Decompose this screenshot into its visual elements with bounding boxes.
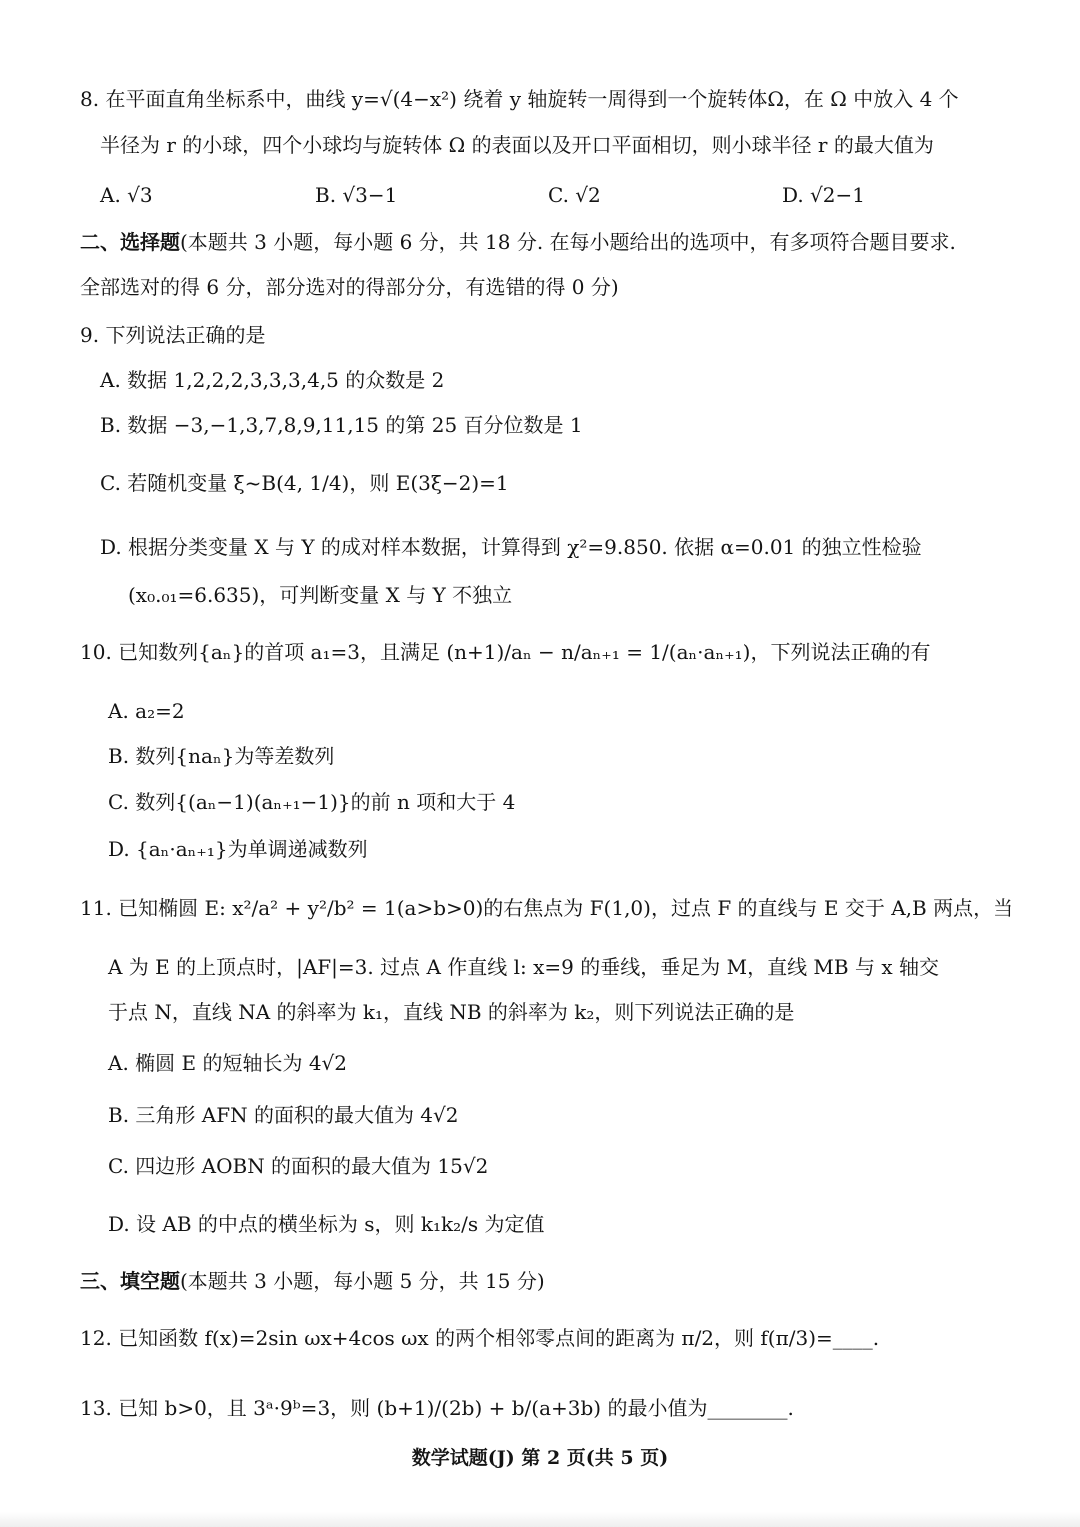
q10-option-d: D. {aₙ·aₙ₊₁}为单调递减数列 [108,837,368,861]
q8-stem-line2: 半径为 r 的小球，四个小球均与旋转体 Ω 的表面以及开口平面相切，则小球半径 r 的最大值为 [100,133,934,157]
q8-option-a: A. √3 [100,183,153,207]
section2-note-line1: (本题共 3 小题，每小题 6 分，共 18 分. 在每小题给出的选项中，有多项符合题目要求. [180,230,956,254]
q11-option-c: C. 四边形 AOBN 的面积的最大值为 15√2 [108,1154,489,1178]
q11-option-b: B. 三角形 AFN 的面积的最大值为 4√2 [108,1103,459,1127]
q10-option-c: C. 数列{(aₙ−1)(aₙ₊₁−1)}的前 n 项和大于 4 [108,790,516,814]
section2-title: 二、选择题 [80,230,180,254]
q13: 13. 已知 b>0，且 3ᵃ·9ᵇ=3，则 (b+1)/(2b) + b/(a+3b) 的最小值为________. [80,1396,794,1420]
section3-note: (本题共 3 小题，每小题 5 分，共 15 分) [180,1269,545,1293]
q11-option-a: A. 椭圆 E 的短轴长为 4√2 [108,1051,348,1075]
q12: 12. 已知函数 f(x)=2sin ωx+4cos ωx 的两个相邻零点间的距离为 π/2，则 f(π/3)=____. [80,1326,880,1350]
section2-note-line2: 全部选对的得 6 分，部分选对的得部分分，有选错的得 0 分) [80,275,619,299]
q10-option-a: A. a₂=2 [108,699,185,723]
q8-option-b: B. √3−1 [315,183,398,207]
page-footer: 数学试题(J) 第 2 页(共 5 页) [411,1447,669,1469]
q8-option-c: C. √2 [548,183,601,207]
q10-option-b: B. 数列{naₙ}为等差数列 [108,744,335,768]
q9-option-b: B. 数据 −3,−1,3,7,8,9,11,15 的第 25 百分位数是 1 [100,413,583,437]
q11-stem-line1: 11. 已知椭圆 E: x²/a² + y²/b² = 1(a>b>0)的右焦点为 F(1,0)，过点 F 的直线与 E 交于 A,B 两点，当 [80,896,1014,920]
section3-title: 三、填空题 [80,1269,180,1293]
q8-option-d: D. √2−1 [782,183,865,207]
q11-stem-line3: 于点 N，直线 NA 的斜率为 k₁，直线 NB 的斜率为 k₂，则下列说法正确的是 [108,1000,795,1024]
q11-stem-line2: A 为 E 的上顶点时，|AF|=3. 过点 A 作直线 l: x=9 的垂线，垂足为 M，直线 MB 与 x 轴交 [108,955,939,979]
q9-option-d-line1: D. 根据分类变量 X 与 Y 的成对样本数据，计算得到 χ²=9.850. 依据 α=0.01 的独立性检验 [100,535,922,559]
q11-option-d: D. 设 AB 的中点的横坐标为 s，则 k₁k₂/s 为定值 [108,1212,545,1236]
q9-option-a: A. 数据 1,2,2,2,3,3,3,4,5 的众数是 2 [100,368,445,392]
section3-header [80,1266,545,1296]
section2-header [80,227,956,257]
q10-stem: 10. 已知数列{aₙ}的首项 a₁=3，且满足 (n+1)/aₙ − n/aₙ₊₁ = 1/(aₙ·aₙ₊₁)，下列说法正确的有 [80,640,931,664]
q9-option-d-line2: (x₀.₀₁=6.635)，可判断变量 X 与 Y 不独立 [128,583,513,607]
q9-stem: 9. 下列说法正确的是 [80,323,266,347]
page-bottom-edge [0,1512,1080,1527]
q9-option-c: C. 若随机变量 ξ~B(4, 1/4)，则 E(3ξ−2)=1 [100,471,509,495]
q8-stem-line1: 8. 在平面直角坐标系中，曲线 y=√(4−x²) 绕着 y 轴旋转一周得到一个旋转体Ω，在 Ω 中放入 4 个 [80,87,959,111]
